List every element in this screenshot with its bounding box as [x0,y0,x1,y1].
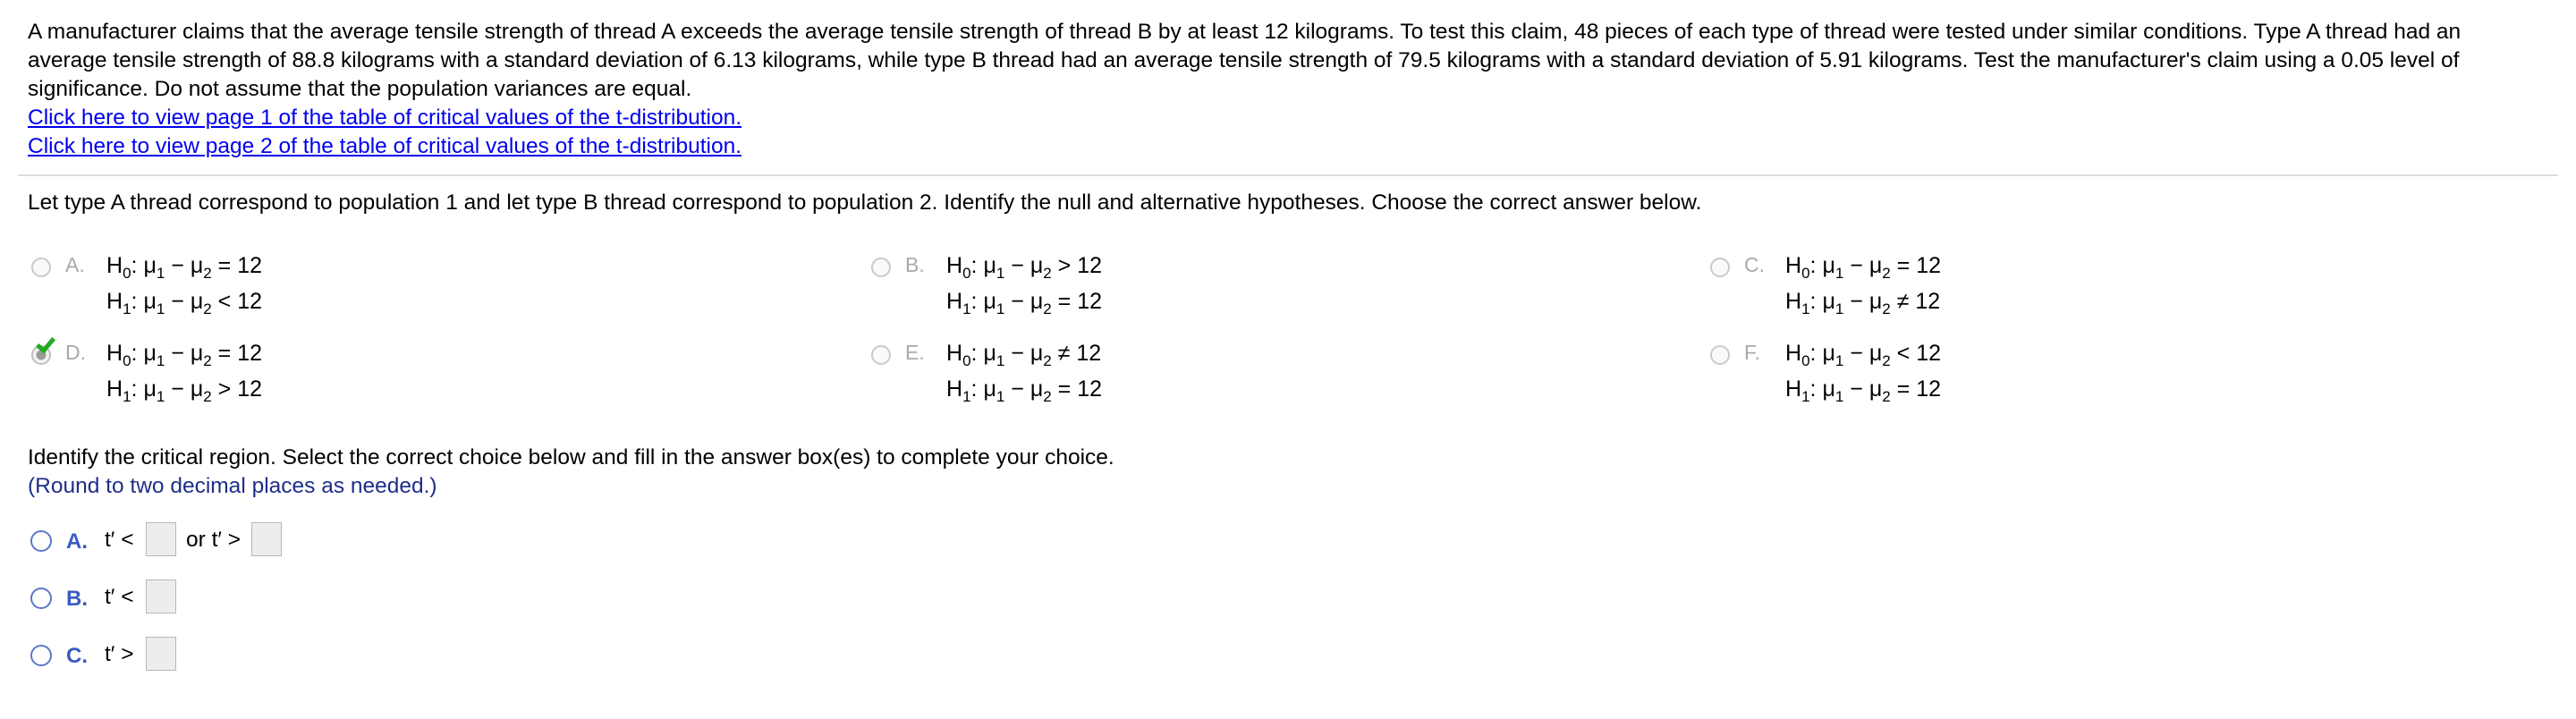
hypotheses-choices [28,250,2550,420]
alternative-hypothesis: $H_1$: $\mu_1 - \mu_2 > 12$ [106,376,263,405]
answer-box[interactable] [146,579,176,613]
section-divider [18,174,2558,176]
alternative-hypothesis: $H_1$: $\mu_1 - \mu_2 = 12$ [1785,376,1942,405]
critical-option-a[interactable] [28,520,386,560]
radio-c[interactable] [1710,258,1730,277]
choice-letter: F. [1744,341,1760,364]
option-text: t′ < [105,585,134,609]
choice-d[interactable] [28,338,475,415]
radio-critical-b[interactable] [30,588,52,609]
option-text-or: or t′ > [186,528,242,552]
rounding-hint: (Round to two decimal places as needed.) [28,474,437,498]
choice-letter: A. [65,253,85,276]
answer-box-upper[interactable] [251,522,282,556]
critical-region-question: Identify the critical region. Select the correct choice below and fill in the answer box(es) to complete your choice. [28,445,1114,469]
choice-b[interactable] [868,250,1315,327]
choice-e[interactable] [868,338,1315,415]
radio-critical-c[interactable] [30,645,52,666]
null-hypothesis: $H_0$: $\mu_1 - \mu_2 = 12$ [106,253,263,282]
null-hypothesis: $H_0$: $\mu_1 - \mu_2 = 12$ [106,341,263,369]
radio-f[interactable] [1710,345,1730,365]
choice-f[interactable] [1707,338,2154,415]
choice-a[interactable] [28,250,475,327]
problem-statement: A manufacturer claims that the average tensile strength of thread A exceeds the average tensile strength of thread B by at least 12 kilograms. To test this claim, 48 pieces of each type of thread were tested under similar conditions. Type A thread had an average tensile strength of 88.8 kilograms with a standard deviation of 6.13 kilograms, while type B thread had an average tensile strength of 79.5 kilograms with a standard deviation of 5.91 kilograms. Test the manufacturer's claim using a 0.05 level of significance. Do not assume that the population variances are equal. [28,20,2462,101]
radio-e[interactable] [871,345,891,365]
critical-option-b[interactable] [28,578,386,617]
option-letter: C. [66,644,88,668]
choice-letter: E. [905,341,925,364]
radio-critical-a[interactable] [30,530,52,552]
option-letter: A. [66,529,88,554]
choice-letter: D. [65,341,86,364]
choice-letter: B. [905,253,925,276]
option-letter: B. [66,587,88,611]
null-hypothesis: $H_0$: $\mu_1 - \mu_2 \ne 12$ [946,341,1102,369]
alternative-hypothesis: $H_1$: $\mu_1 - \mu_2 = 12$ [946,289,1103,317]
null-hypothesis: $H_0$: $\mu_1 - \mu_2 = 12$ [1785,253,1942,282]
choice-letter: C. [1744,253,1765,276]
null-hypothesis: $H_0$: $\mu_1 - \mu_2 > 12$ [946,253,1103,282]
option-text: t′ > [105,642,134,666]
problem-area [0,0,2576,161]
t-table-page1-link[interactable]: Click here to view page 1 of the table of critical values of the t-distribution. [28,106,742,130]
choice-c[interactable] [1707,250,2154,327]
hypotheses-question: Let type A thread correspond to population 1 and let type B thread correspond to population 2. Identify the null and alternative hypotheses. Choose the correct answer below. [28,190,1702,215]
answer-box[interactable] [146,637,176,671]
critical-option-c[interactable] [28,635,386,674]
t-table-page2-link[interactable]: Click here to view page 2 of the table of critical values of the t-distribution. [28,134,742,158]
radio-a[interactable] [31,258,51,277]
alternative-hypothesis: $H_1$: $\mu_1 - \mu_2 < 12$ [106,289,263,317]
radio-b[interactable] [871,258,891,277]
answer-box-lower[interactable] [146,522,176,556]
alternative-hypothesis: $H_1$: $\mu_1 - \mu_2 \ne 12$ [1785,289,1941,317]
null-hypothesis: $H_0$: $\mu_1 - \mu_2 < 12$ [1785,341,1942,369]
alternative-hypothesis: $H_1$: $\mu_1 - \mu_2 = 12$ [946,376,1103,405]
option-text: t′ < [105,528,134,552]
